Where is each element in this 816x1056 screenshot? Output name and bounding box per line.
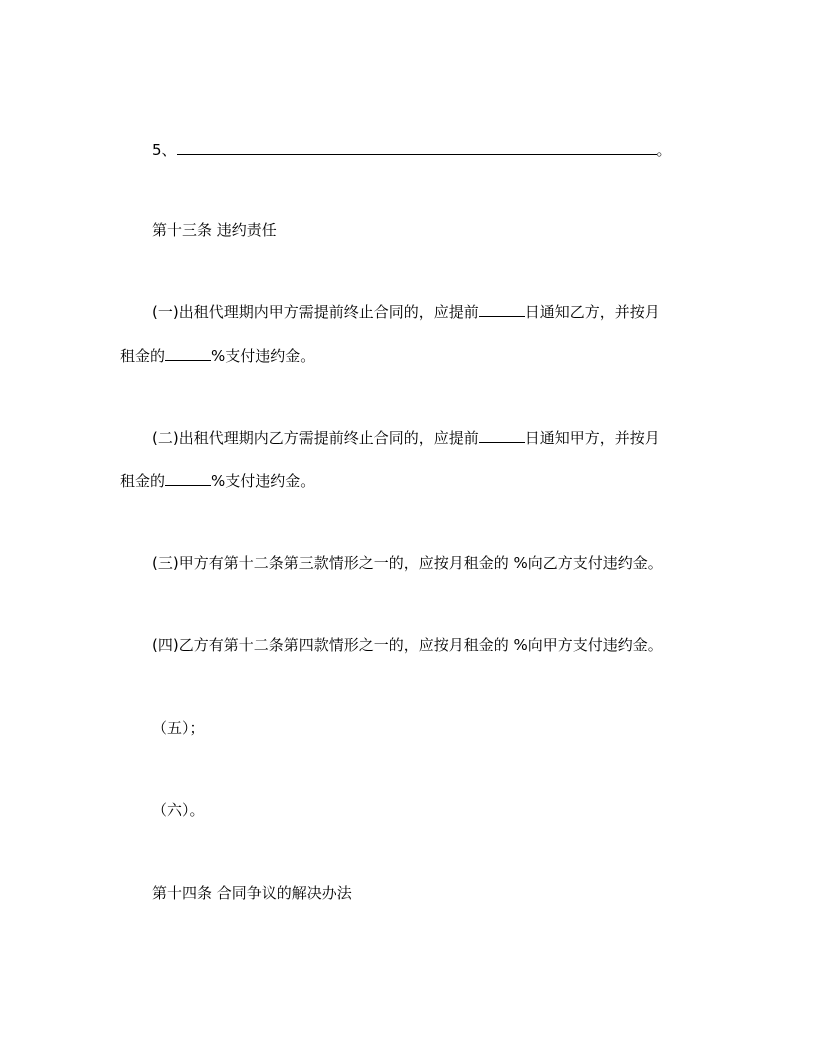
clause-2-text-b: 日通知甲方，并按月: [524, 429, 660, 447]
clause-1-text-b: 日通知乙方，并按月: [524, 303, 660, 321]
percent-blank: [165, 471, 211, 486]
article-14-heading: 第十四条 合同争议的解决办法: [152, 884, 352, 902]
item-5-line: [152, 140, 672, 160]
item-5-number: 5、: [152, 141, 177, 159]
clause-1-line-2: [120, 346, 315, 366]
clause-2-text-c: 租金的: [120, 472, 166, 490]
clause-1-text-d: %支付违约金。: [211, 347, 316, 365]
days-blank: [479, 302, 525, 317]
fill-in-blank: [177, 140, 657, 155]
clause-2-text-a: (二)出租代理期内乙方需提前终止合同的，应提前: [152, 429, 479, 447]
percent-blank: [165, 346, 211, 361]
clause-3: (三)甲方有第十二条第三款情形之一的，应按月租金的 %向乙方支付违约金。: [152, 554, 663, 572]
item-5-end: 。: [656, 141, 672, 159]
clause-2-line-1: [152, 428, 660, 448]
days-blank: [479, 428, 525, 443]
article-13-heading: 第十三条 违约责任: [152, 221, 277, 239]
clause-1-line-1: [152, 302, 660, 322]
clause-2-text-d: %支付违约金。: [211, 472, 316, 490]
clause-5: （五）；: [152, 719, 205, 737]
clause-2-line-2: [120, 471, 315, 491]
clause-6: （六）。: [152, 801, 205, 819]
clause-1-text-c: 租金的: [120, 347, 166, 365]
clause-4: (四)乙方有第十二条第四款情形之一的，应按月租金的 %向甲方支付违约金。: [152, 636, 663, 654]
clause-1-text-a: (一)出租代理期内甲方需提前终止合同的，应提前: [152, 303, 479, 321]
